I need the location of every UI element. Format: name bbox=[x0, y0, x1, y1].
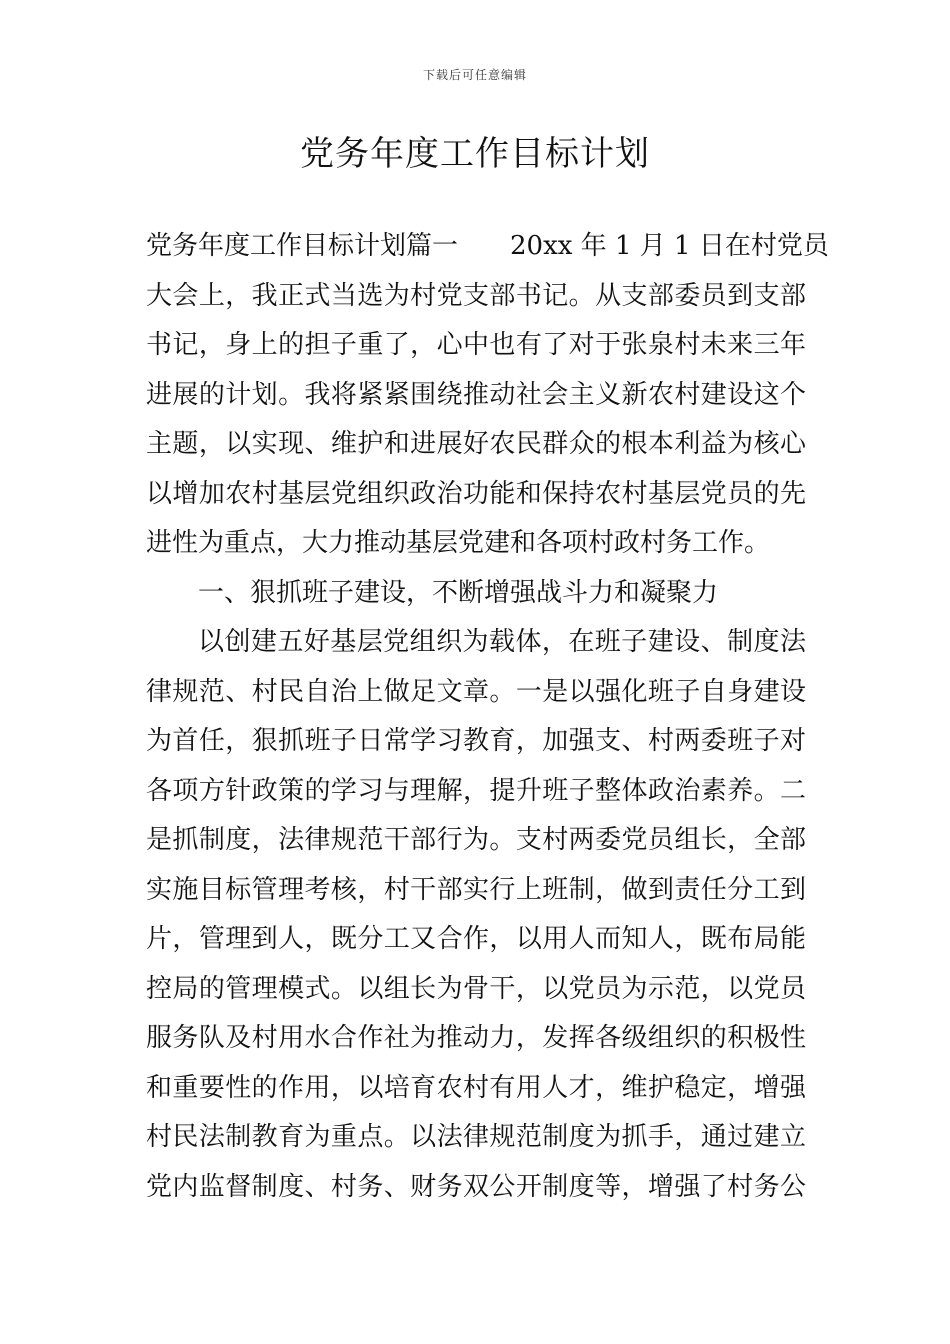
paragraph-line: 进性为重点，大力推动基层党建和各项村政村务工作。 bbox=[146, 528, 771, 558]
paragraph-line: 村民法制教育为重点。以法律规范制度为抓手，通过建立 bbox=[146, 1122, 806, 1152]
paragraph-line: 控局的管理模式。以组长为骨干，以党员为示范，以党员 bbox=[146, 973, 806, 1004]
paragraph-line: 片，管理到人，既分工又合作，以用人而知人，既布局能 bbox=[146, 924, 806, 954]
paragraph-line: 服务队及村用水合作社为推动力，发挥各级组织的积极性 bbox=[146, 1023, 806, 1053]
paragraph-line: 党务年度工作目标计划篇一 20xx 年 1 月 1 日在村党员 bbox=[146, 231, 829, 261]
section-heading: 一、狠抓班子建设，不断增强战斗力和凝聚力 bbox=[198, 577, 719, 608]
paragraph-line: 以增加农村基层党组织政治功能和保持农村基层党员的先 bbox=[146, 478, 806, 509]
paragraph-line: 以创建五好基层党组织为载体，在班子建设、制度法 bbox=[198, 627, 806, 657]
paragraph-line: 为首任，狠抓班子日常学习教育，加强支、村两委班子对 bbox=[146, 726, 806, 756]
header-note: 下载后可任意编辑 bbox=[422, 68, 527, 82]
paragraph-line: 党内监督制度、村务、财务双公开制度等，增强了村务公 bbox=[146, 1171, 806, 1202]
paragraph-line: 大会上，我正式当选为村党支部书记。从支部委员到支部 bbox=[146, 280, 806, 311]
paragraph-line: 书记，身上的担子重了，心中也有了对于张泉村未来三年 bbox=[146, 330, 806, 360]
paragraph-line: 主题，以实现、维护和进展好农民群众的根本利益为核心 bbox=[146, 429, 806, 459]
document-body bbox=[146, 222, 829, 1212]
paragraph-line: 实施目标管理考核，村干部实行上班制，做到责任分工到 bbox=[146, 874, 806, 905]
paragraph-line: 各项方针政策的学习与理解，提升班子整体政治素养。二 bbox=[146, 775, 806, 806]
paragraph-line: 是抓制度，法律规范干部行为。支村两委党员组长，全部 bbox=[146, 825, 806, 855]
paragraph-line: 律规范、村民自治上做足文章。一是以强化班子自身建设 bbox=[146, 676, 806, 707]
paragraph-line: 进展的计划。我将紧紧围绕推动社会主义新农村建设这个 bbox=[146, 379, 806, 410]
document-title: 党务年度工作目标计划 bbox=[300, 134, 650, 174]
paragraph-line: 和重要性的作用，以培育农村有用人才，维护稳定，增强 bbox=[146, 1072, 806, 1103]
